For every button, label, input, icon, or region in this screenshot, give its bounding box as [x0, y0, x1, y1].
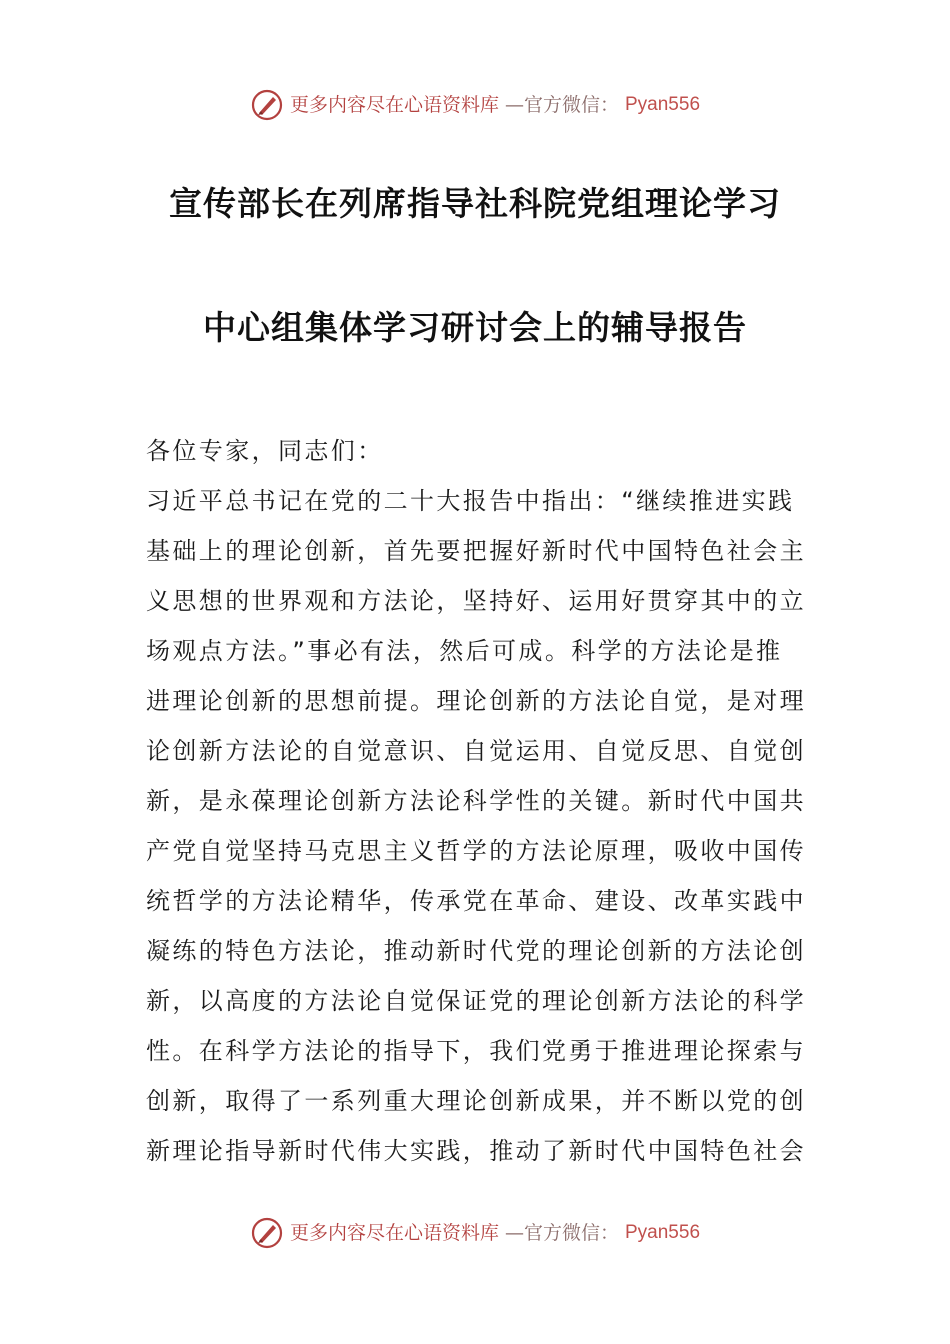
- paragraph-line: 新理论指导新时代伟大实践，推动了新时代中国特色社会: [146, 1137, 806, 1165]
- watermark-dash-text: —官方微信：: [504, 1222, 619, 1244]
- paragraph-line: 基础上的理论创新，首先要把握好新时代中国特色社会主: [146, 537, 806, 565]
- paragraph-line: 性。在科学方法论的指导下，我们党勇于推进理论探索与: [146, 1037, 806, 1065]
- document-title-line-2: 中心组集体学习研讨会上的辅导报告: [203, 308, 747, 347]
- watermark-dash-text: —官方微信：: [504, 94, 619, 116]
- paragraph-line: 产党自觉坚持马克思主义哲学的方法论原理，吸收中国传: [146, 837, 806, 865]
- paragraph-line: 新，是永葆理论创新方法论科学性的关键。新时代中国共: [146, 787, 806, 815]
- paragraph-line: 凝练的特色方法论，推动新时代党的理论创新的方法论创: [146, 937, 806, 965]
- body-paragraph: [146, 476, 808, 1176]
- paragraph-line: 统哲学的方法论精华，传承党在革命、建设、改革实践中: [146, 887, 806, 915]
- quill-logo-icon: [250, 1216, 284, 1250]
- watermark-main-text: 更多内容尽在心语资料库: [289, 1222, 499, 1244]
- header-watermark: [0, 88, 950, 122]
- footer-watermark: [0, 1216, 950, 1250]
- paragraph-line: 习近平总书记在党的二十大报告中指出：“继续推进实践: [146, 487, 795, 515]
- paragraph-line: 场观点方法。”事必有法，然后可成。科学的方法论是推: [146, 637, 783, 665]
- paragraph-line: 论创新方法论的自觉意识、自觉运用、自觉反思、自觉创: [146, 737, 806, 765]
- paragraph-line: 新，以高度的方法论自觉保证党的理论创新方法论的科学: [146, 987, 806, 1015]
- paragraph-line: 创新，取得了一系列重大理论创新成果，并不断以党的创: [146, 1087, 806, 1115]
- greeting-text: 各位专家，同志们：: [146, 437, 384, 465]
- paragraph-line: 进理论创新的思想前提。理论创新的方法论自觉，是对理: [146, 687, 806, 715]
- watermark-wechat-id: Pyan556: [625, 1222, 701, 1243]
- quill-logo-icon: [250, 88, 284, 122]
- document-title-line-1: 宣传部长在列席指导社科院党组理论学习: [169, 184, 781, 223]
- watermark-main-text: 更多内容尽在心语资料库: [289, 94, 499, 116]
- paragraph-line: 义思想的世界观和方法论，坚持好、运用好贯穿其中的立: [146, 587, 806, 615]
- watermark-wechat-id: Pyan556: [625, 94, 701, 115]
